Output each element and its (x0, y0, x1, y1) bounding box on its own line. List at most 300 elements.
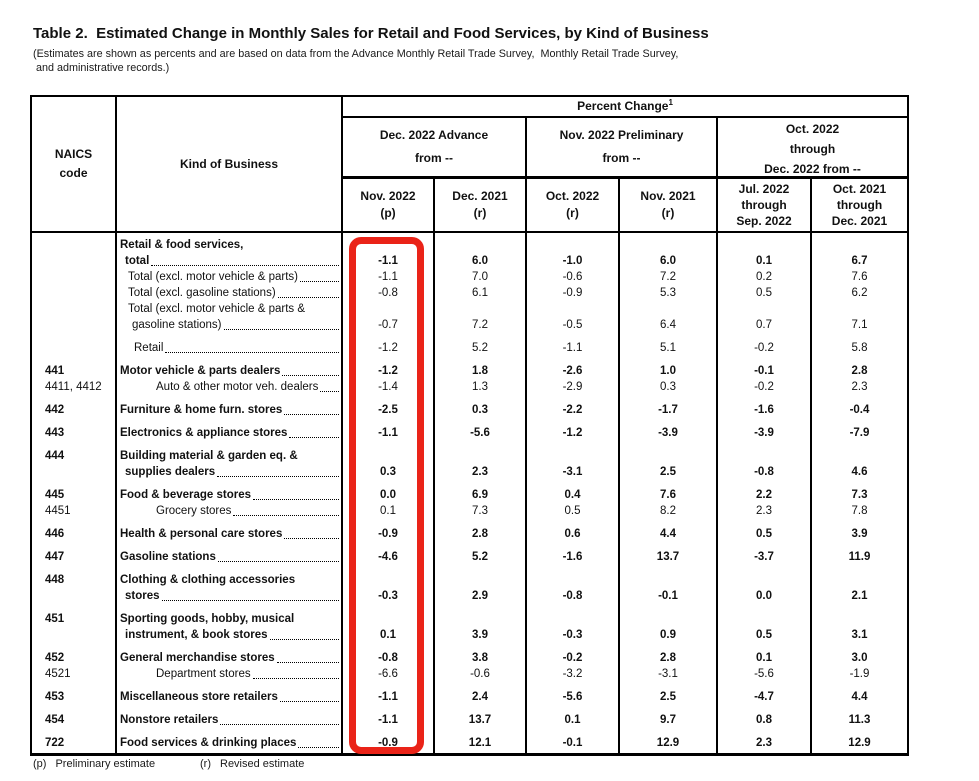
naics-cell: 454 (32, 705, 117, 728)
label-text: Gasoline stations (120, 551, 216, 563)
value-text: 13.7 (468, 714, 492, 726)
value-cell (620, 565, 718, 604)
value-cell (343, 269, 435, 285)
value-cell (435, 269, 527, 285)
value-cell (343, 301, 435, 333)
value-cell (718, 604, 812, 643)
value-cell (343, 519, 435, 542)
naics-cell: 4411, 4412 (32, 379, 117, 395)
value-text: -1.4 (378, 381, 398, 393)
header-kind-of-business-label: Kind of Business (179, 156, 278, 171)
footnote-revised (200, 758, 304, 770)
value-text: 7.3 (851, 489, 868, 501)
value-cell (812, 666, 907, 682)
value-cell (620, 379, 718, 395)
value-text: 0.3 (472, 404, 488, 416)
value-text: -2.6 (562, 365, 583, 377)
label-line (120, 253, 340, 269)
value-cell (343, 503, 435, 519)
naics-cell: 444 (32, 441, 117, 480)
value-cell (527, 565, 620, 604)
footnote-marker: 1 (668, 98, 673, 107)
label-cell (117, 418, 343, 441)
value-cell (620, 333, 718, 356)
label-cell (117, 643, 343, 666)
label-text: stores (125, 590, 160, 602)
value-text: 2.3 (851, 381, 868, 393)
value-text: -5.6 (470, 427, 490, 439)
value-cell (812, 503, 907, 519)
naics-cell (32, 233, 117, 269)
value-text: 0.5 (756, 629, 772, 641)
label-text: Motor vehicle & parts dealers (120, 365, 281, 377)
value-text: 0.3 (380, 466, 396, 478)
label-line (120, 402, 340, 418)
header-line: (r) (566, 206, 579, 220)
value-cell (343, 285, 435, 301)
value-cell (343, 682, 435, 705)
value-text: -5.6 (562, 691, 583, 703)
header-line: (r) (661, 206, 675, 220)
header-line: Nov. 2022 (360, 189, 416, 203)
header-line: code (59, 166, 88, 180)
label-cell (117, 333, 343, 356)
value-text: 2.3 (756, 737, 772, 749)
label-line (120, 487, 340, 503)
label-cell (117, 441, 343, 480)
label-line (120, 363, 340, 379)
value-cell (527, 356, 620, 379)
value-text: -1.9 (849, 668, 870, 680)
value-text: 6.0 (660, 255, 676, 267)
value-cell (812, 356, 907, 379)
value-text: 6.4 (660, 319, 676, 331)
value-text: 0.1 (380, 505, 396, 517)
value-text: -0.7 (378, 319, 398, 331)
value-cell (718, 728, 812, 753)
value-cell (343, 728, 435, 753)
value-text: -2.2 (562, 404, 583, 416)
label-line (120, 317, 340, 333)
value-cell (620, 542, 718, 565)
header-group-oct-dec-2022 (718, 118, 907, 179)
value-text: -3.1 (658, 668, 678, 680)
value-text: 2.4 (472, 691, 488, 703)
value-cell (812, 285, 907, 301)
label-cell (117, 682, 343, 705)
dot-leader (270, 639, 340, 640)
label-line (120, 735, 340, 751)
value-cell (718, 379, 812, 395)
value-text: -1.1 (562, 342, 583, 354)
value-cell (435, 356, 527, 379)
label-line (120, 666, 340, 682)
value-text: -0.9 (562, 287, 583, 299)
value-text: 0.5 (564, 505, 581, 517)
value-text: -0.2 (754, 342, 774, 354)
value-cell (435, 565, 527, 604)
value-cell (812, 682, 907, 705)
dot-leader (278, 297, 339, 298)
value-cell (343, 666, 435, 682)
value-text: -0.8 (378, 287, 398, 299)
value-cell (527, 379, 620, 395)
label-text: General merchandise stores (120, 652, 275, 664)
naics-cell (32, 285, 117, 301)
value-text: 2.3 (756, 505, 772, 517)
label-cell (117, 565, 343, 604)
label-text: Miscellaneous store retailers (120, 691, 278, 703)
value-cell (435, 666, 527, 682)
value-cell (343, 542, 435, 565)
value-cell (718, 542, 812, 565)
value-cell (812, 542, 907, 565)
label-text: Building material & garden eq. & (120, 450, 298, 462)
value-cell (435, 418, 527, 441)
value-text: -6.6 (378, 668, 398, 680)
value-text: 8.2 (660, 505, 676, 517)
label-text: Furniture & home furn. stores (120, 404, 283, 416)
label-cell (117, 233, 343, 269)
value-text: 2.1 (851, 590, 868, 602)
header-line: through (789, 141, 836, 156)
naics-cell: 4451 (32, 503, 117, 519)
value-cell (718, 480, 812, 503)
header-line: from -- (602, 151, 641, 165)
header-kind-of-business (117, 97, 343, 233)
header-line: Oct. 2021 (832, 182, 887, 196)
value-cell (620, 705, 718, 728)
value-text: -0.2 (562, 652, 583, 664)
value-text: 1.8 (472, 365, 488, 377)
label-cell (117, 666, 343, 682)
value-text: 3.1 (851, 629, 868, 641)
value-text: 5.3 (660, 287, 676, 299)
dot-leader (289, 437, 339, 438)
label-line (120, 712, 340, 728)
header-percent-change-label: Percent Change$^1$ (577, 98, 673, 113)
value-text: 4.4 (851, 691, 868, 703)
value-cell (343, 705, 435, 728)
value-cell (718, 269, 812, 285)
header-line: (r) (473, 206, 487, 220)
value-cell (435, 285, 527, 301)
dot-leader (218, 561, 339, 562)
value-cell (527, 269, 620, 285)
value-text: -3.1 (562, 466, 583, 478)
header-line: Jul. 2022 (738, 182, 790, 196)
value-cell (718, 503, 812, 519)
value-cell (620, 604, 718, 643)
value-text: -1.2 (378, 365, 398, 377)
value-cell (435, 480, 527, 503)
table-body (32, 233, 907, 753)
value-text: 6.1 (472, 287, 488, 299)
value-cell (620, 269, 718, 285)
value-text: 3.0 (851, 652, 868, 664)
label-line (120, 464, 340, 480)
label-line (120, 650, 340, 666)
value-text: 2.8 (472, 528, 488, 540)
header-line: Nov. 2021 (640, 189, 696, 203)
value-cell (620, 682, 718, 705)
value-text: 7.6 (851, 271, 868, 283)
naics-cell: 451 (32, 604, 117, 643)
table-2 (30, 95, 909, 756)
naics-cell: 453 (32, 682, 117, 705)
header-line: Dec. 2022 from -- (764, 161, 861, 176)
value-cell (718, 418, 812, 441)
dot-leader (253, 499, 339, 500)
label-line (120, 627, 340, 643)
value-cell (527, 233, 620, 269)
header-col-nov-2021-r (620, 179, 718, 233)
value-cell (435, 519, 527, 542)
footnote-p-label: (p) (33, 758, 47, 770)
label-line (120, 689, 340, 705)
value-cell (718, 356, 812, 379)
label-line (120, 301, 340, 317)
label-text: Total (excl. motor vehicle & parts) (128, 271, 299, 283)
header-col-nov-2022-p (343, 179, 435, 233)
value-text: 5.2 (472, 551, 488, 563)
value-cell (435, 379, 527, 395)
value-cell (527, 480, 620, 503)
header-col-dec-2021-r (435, 179, 527, 233)
header-line: (p) (380, 206, 396, 220)
value-text: -0.1 (754, 365, 774, 377)
value-text: 0.9 (660, 629, 676, 641)
value-text: -1.1 (378, 271, 398, 283)
value-text: 1.0 (660, 365, 676, 377)
value-cell (620, 480, 718, 503)
naics-cell (32, 269, 117, 285)
value-text: 0.1 (564, 714, 581, 726)
value-cell (620, 666, 718, 682)
header-line: from -- (415, 151, 453, 165)
label-line (120, 611, 340, 627)
value-text: -4.7 (754, 691, 774, 703)
label-text: Health & personal care stores (120, 528, 283, 540)
value-cell (343, 480, 435, 503)
value-cell (527, 395, 620, 418)
header-line: Dec. 2021 (831, 214, 888, 228)
value-cell (718, 705, 812, 728)
value-cell (343, 356, 435, 379)
value-text: 0.5 (756, 287, 772, 299)
naics-cell (32, 301, 117, 333)
value-text: 0.0 (756, 590, 772, 602)
label-cell (117, 604, 343, 643)
value-text: -0.5 (562, 319, 583, 331)
value-cell (435, 705, 527, 728)
label-cell (117, 542, 343, 565)
value-cell (527, 503, 620, 519)
value-text: 0.1 (756, 652, 772, 664)
value-text: 2.2 (756, 489, 772, 501)
label-cell (117, 395, 343, 418)
value-cell (527, 519, 620, 542)
value-cell (620, 643, 718, 666)
value-cell (620, 519, 718, 542)
naics-cell: 446 (32, 519, 117, 542)
label-line (120, 549, 340, 565)
value-text: 2.8 (660, 652, 676, 664)
value-text: -0.1 (658, 590, 678, 602)
value-cell (435, 441, 527, 480)
value-text: -3.9 (754, 427, 774, 439)
value-cell (435, 333, 527, 356)
value-cell (718, 519, 812, 542)
value-text: -3.7 (754, 551, 774, 563)
value-cell (718, 643, 812, 666)
value-cell (435, 233, 527, 269)
dot-leader (282, 375, 339, 376)
value-cell (435, 503, 527, 519)
naics-cell: 722 (32, 728, 117, 753)
value-text: 12.9 (656, 737, 680, 749)
value-text: 2.3 (472, 466, 488, 478)
label-cell (117, 705, 343, 728)
label-text: supplies dealers (125, 466, 216, 478)
naics-cell (32, 333, 117, 356)
value-text: 0.7 (756, 319, 772, 331)
value-text: 6.0 (472, 255, 488, 267)
value-text: -4.6 (378, 551, 398, 563)
label-text: Food services & drinking places (120, 737, 297, 749)
dot-leader (280, 701, 339, 702)
label-line (120, 237, 340, 253)
value-text: 7.6 (660, 489, 676, 501)
value-cell (718, 333, 812, 356)
value-cell (718, 285, 812, 301)
naics-cell: 442 (32, 395, 117, 418)
value-cell (620, 395, 718, 418)
footnote-r-label: (r) (200, 758, 211, 770)
value-cell (812, 519, 907, 542)
value-cell (527, 285, 620, 301)
label-text: Retail & food services, (120, 239, 244, 251)
label-text: Food & beverage stores (120, 489, 252, 501)
label-text: gasoline stations) (132, 319, 222, 331)
value-cell (527, 705, 620, 728)
value-cell (620, 301, 718, 333)
value-text: 7.2 (660, 271, 676, 283)
label-text: Total (excl. motor vehicle & parts & (128, 303, 306, 315)
value-text: -1.6 (754, 404, 774, 416)
value-text: -1.2 (378, 342, 398, 354)
value-cell (527, 666, 620, 682)
value-cell (343, 379, 435, 395)
naics-cell: 443 (32, 418, 117, 441)
header-group-nov-2022-preliminary (527, 118, 718, 179)
label-text: Nonstore retailers (120, 714, 219, 726)
value-text: 11.3 (848, 714, 871, 726)
value-cell (718, 565, 812, 604)
header-line: Oct. 2022 (545, 189, 600, 203)
value-text: 2.5 (660, 466, 676, 478)
footnote-r-text: Revised estimate (220, 758, 305, 770)
label-line (120, 379, 340, 395)
label-text: Grocery stores (156, 505, 232, 517)
value-text: 0.6 (564, 528, 581, 540)
label-line (120, 503, 340, 519)
dot-leader (284, 538, 339, 539)
value-cell (620, 441, 718, 480)
value-text: 0.0 (380, 489, 396, 501)
value-cell (812, 728, 907, 753)
value-cell (718, 682, 812, 705)
dot-leader (253, 678, 339, 679)
value-text: 3.8 (472, 652, 488, 664)
value-cell (620, 728, 718, 753)
label-line (120, 448, 340, 464)
dot-leader (224, 329, 340, 330)
header-line: Oct. 2022 (785, 121, 840, 136)
value-text: 2.8 (851, 365, 868, 377)
header-line: through (836, 198, 883, 212)
value-text: 6.7 (851, 255, 868, 267)
value-cell (435, 682, 527, 705)
value-cell (435, 301, 527, 333)
value-text: 13.7 (656, 551, 680, 563)
value-cell (435, 395, 527, 418)
value-text: -1.7 (658, 404, 678, 416)
value-text: -0.4 (849, 404, 870, 416)
value-text: -7.9 (849, 427, 870, 439)
header-line: Dec. 2021 (452, 189, 508, 203)
label-cell (117, 269, 343, 285)
header-line: Nov. 2022 Preliminary (559, 128, 684, 142)
value-text: 12.1 (468, 737, 492, 749)
label-cell (117, 379, 343, 395)
value-text: -1.2 (562, 427, 583, 439)
value-text: 4.6 (851, 466, 868, 478)
value-text: 3.9 (851, 528, 868, 540)
value-text: 1.3 (472, 381, 488, 393)
value-text: -3.9 (658, 427, 678, 439)
label-cell (117, 301, 343, 333)
label-cell (117, 519, 343, 542)
value-cell (812, 705, 907, 728)
value-text: 3.9 (472, 629, 488, 641)
value-text: 6.2 (851, 287, 868, 299)
value-cell (527, 643, 620, 666)
label-line (120, 269, 340, 285)
value-cell (527, 542, 620, 565)
label-text: Retail (134, 342, 164, 354)
value-cell (812, 441, 907, 480)
value-text: 7.1 (851, 319, 868, 331)
value-cell (343, 333, 435, 356)
value-text: -5.6 (754, 668, 774, 680)
label-line (120, 425, 340, 441)
value-text: 12.9 (848, 737, 871, 749)
value-text: 7.3 (472, 505, 488, 517)
label-line (120, 526, 340, 542)
value-cell (343, 395, 435, 418)
header-line: Sep. 2022 (736, 214, 792, 228)
value-cell (435, 643, 527, 666)
value-text: 0.2 (756, 271, 772, 283)
header-percent-change (343, 97, 907, 118)
value-cell (812, 418, 907, 441)
value-text: -0.3 (378, 590, 398, 602)
label-text: Sporting goods, hobby, musical (120, 613, 295, 625)
dot-leader (165, 352, 339, 353)
naics-cell: 447 (32, 542, 117, 565)
label-line (120, 588, 340, 604)
